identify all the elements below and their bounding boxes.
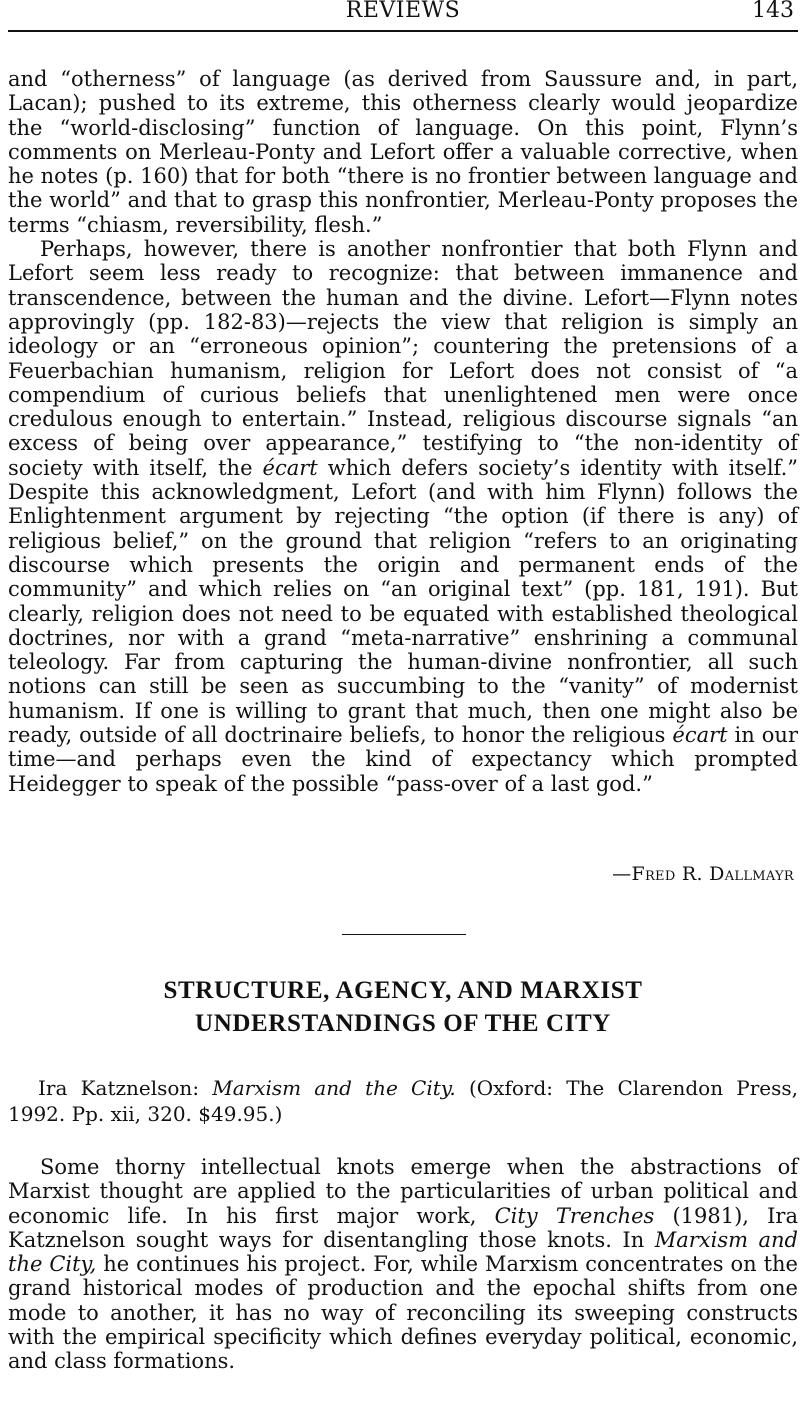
running-title: REVIEWS — [345, 0, 461, 23]
page-number: 143 — [752, 0, 794, 23]
book-citation: Ira Katznelson: Marxism and the City. (Oxford: The Clarendon Press, 1992. Pp. xii, 320. $49.95.) — [8, 1076, 799, 1126]
running-header — [8, 0, 798, 32]
heading-line: STRUCTURE, AGENCY, AND MARXIST — [163, 977, 643, 1004]
review-heading — [8, 974, 798, 1040]
journal-page — [8, 0, 799, 1374]
section-divider — [342, 934, 466, 935]
review-body-paragraph: Some thorny intellectual knots emerge when the abstractions of Marxist thought are applied to the particularities of urban political and economic life. In his first major work, City Trenches (1981), Ira Katznelson sought ways for disentangling those knots. In Marxism and the City, he continues his project. For, while Marxism concentrates on the grand historical modes of production and the epochal shifts from one mode to another, it has no way of reconciling its sweeping constructs with the empirical specificity which defines everyday political, economic, and class formations. — [8, 1155, 798, 1374]
heading-line: UNDERSTANDINGS OF THE CITY — [195, 1010, 611, 1037]
review-continuation — [8, 67, 798, 796]
paragraph: Perhaps, however, there is another nonfrontier that both Flynn and Lefort seem less ready to recognize: that between immanence and transcendence, between the human and the divine. Lefort—Flynn notes approvingly (pp. 182-83)—rejects the view that religion is simply an ideology or an “erroneous opinion”; countering the pretensions of a Feuerbachian humanism, religion for Lefort does not consist of “a compendium of curious beliefs that unenlightened men were once credulous enough to entertain.” Instead, religious discourse signals “an excess of being over appearance,” testifying to “the non-identity of society with itself, the écart which defers society’s identity with itself.” Despite this acknowledgment, Lefort (and with him Flynn) follows the Enlightenment argument by rejecting “the option (if there is any) of religious belief,” on the ground that religion “refers to an originating discourse which presents the origin and permanent ends of the community” and which relies on “an original text” (pp. 181, 191). But clearly, religion does not need to be equated with established theological doctrines, nor with a grand “meta-narrative” enshrining a communal teleology. Far from capturing the human-divine nonfrontier, all such notions can still be seen as succumbing to the “vanity” of modernist humanism. If one is willing to grant that much, then one might also be ready, outside of all doctrinaire beliefs, to honor the religious écart in our time—and perhaps even the kind of expectancy which prompted Heidegger to speak of the possible “pass-over of a last god.” — [8, 237, 798, 796]
paragraph: and “otherness” of language (as derived from Saussure and, in part, Lacan); pushed to its extreme, this otherness clearly would jeopardize the “world-disclosing” function of language. On this point, Flynn’s comments on Merleau-Ponty and Lefort offer a valuable corrective, when he notes (p. 160) that for both “there is no frontier between language and the world” and that to grasp this nonfrontier, Merleau-Ponty proposes the terms “chiasm, reversibility, flesh.” — [8, 67, 798, 237]
reviewer-signature: —Fred R. Dallmayr — [612, 863, 794, 885]
